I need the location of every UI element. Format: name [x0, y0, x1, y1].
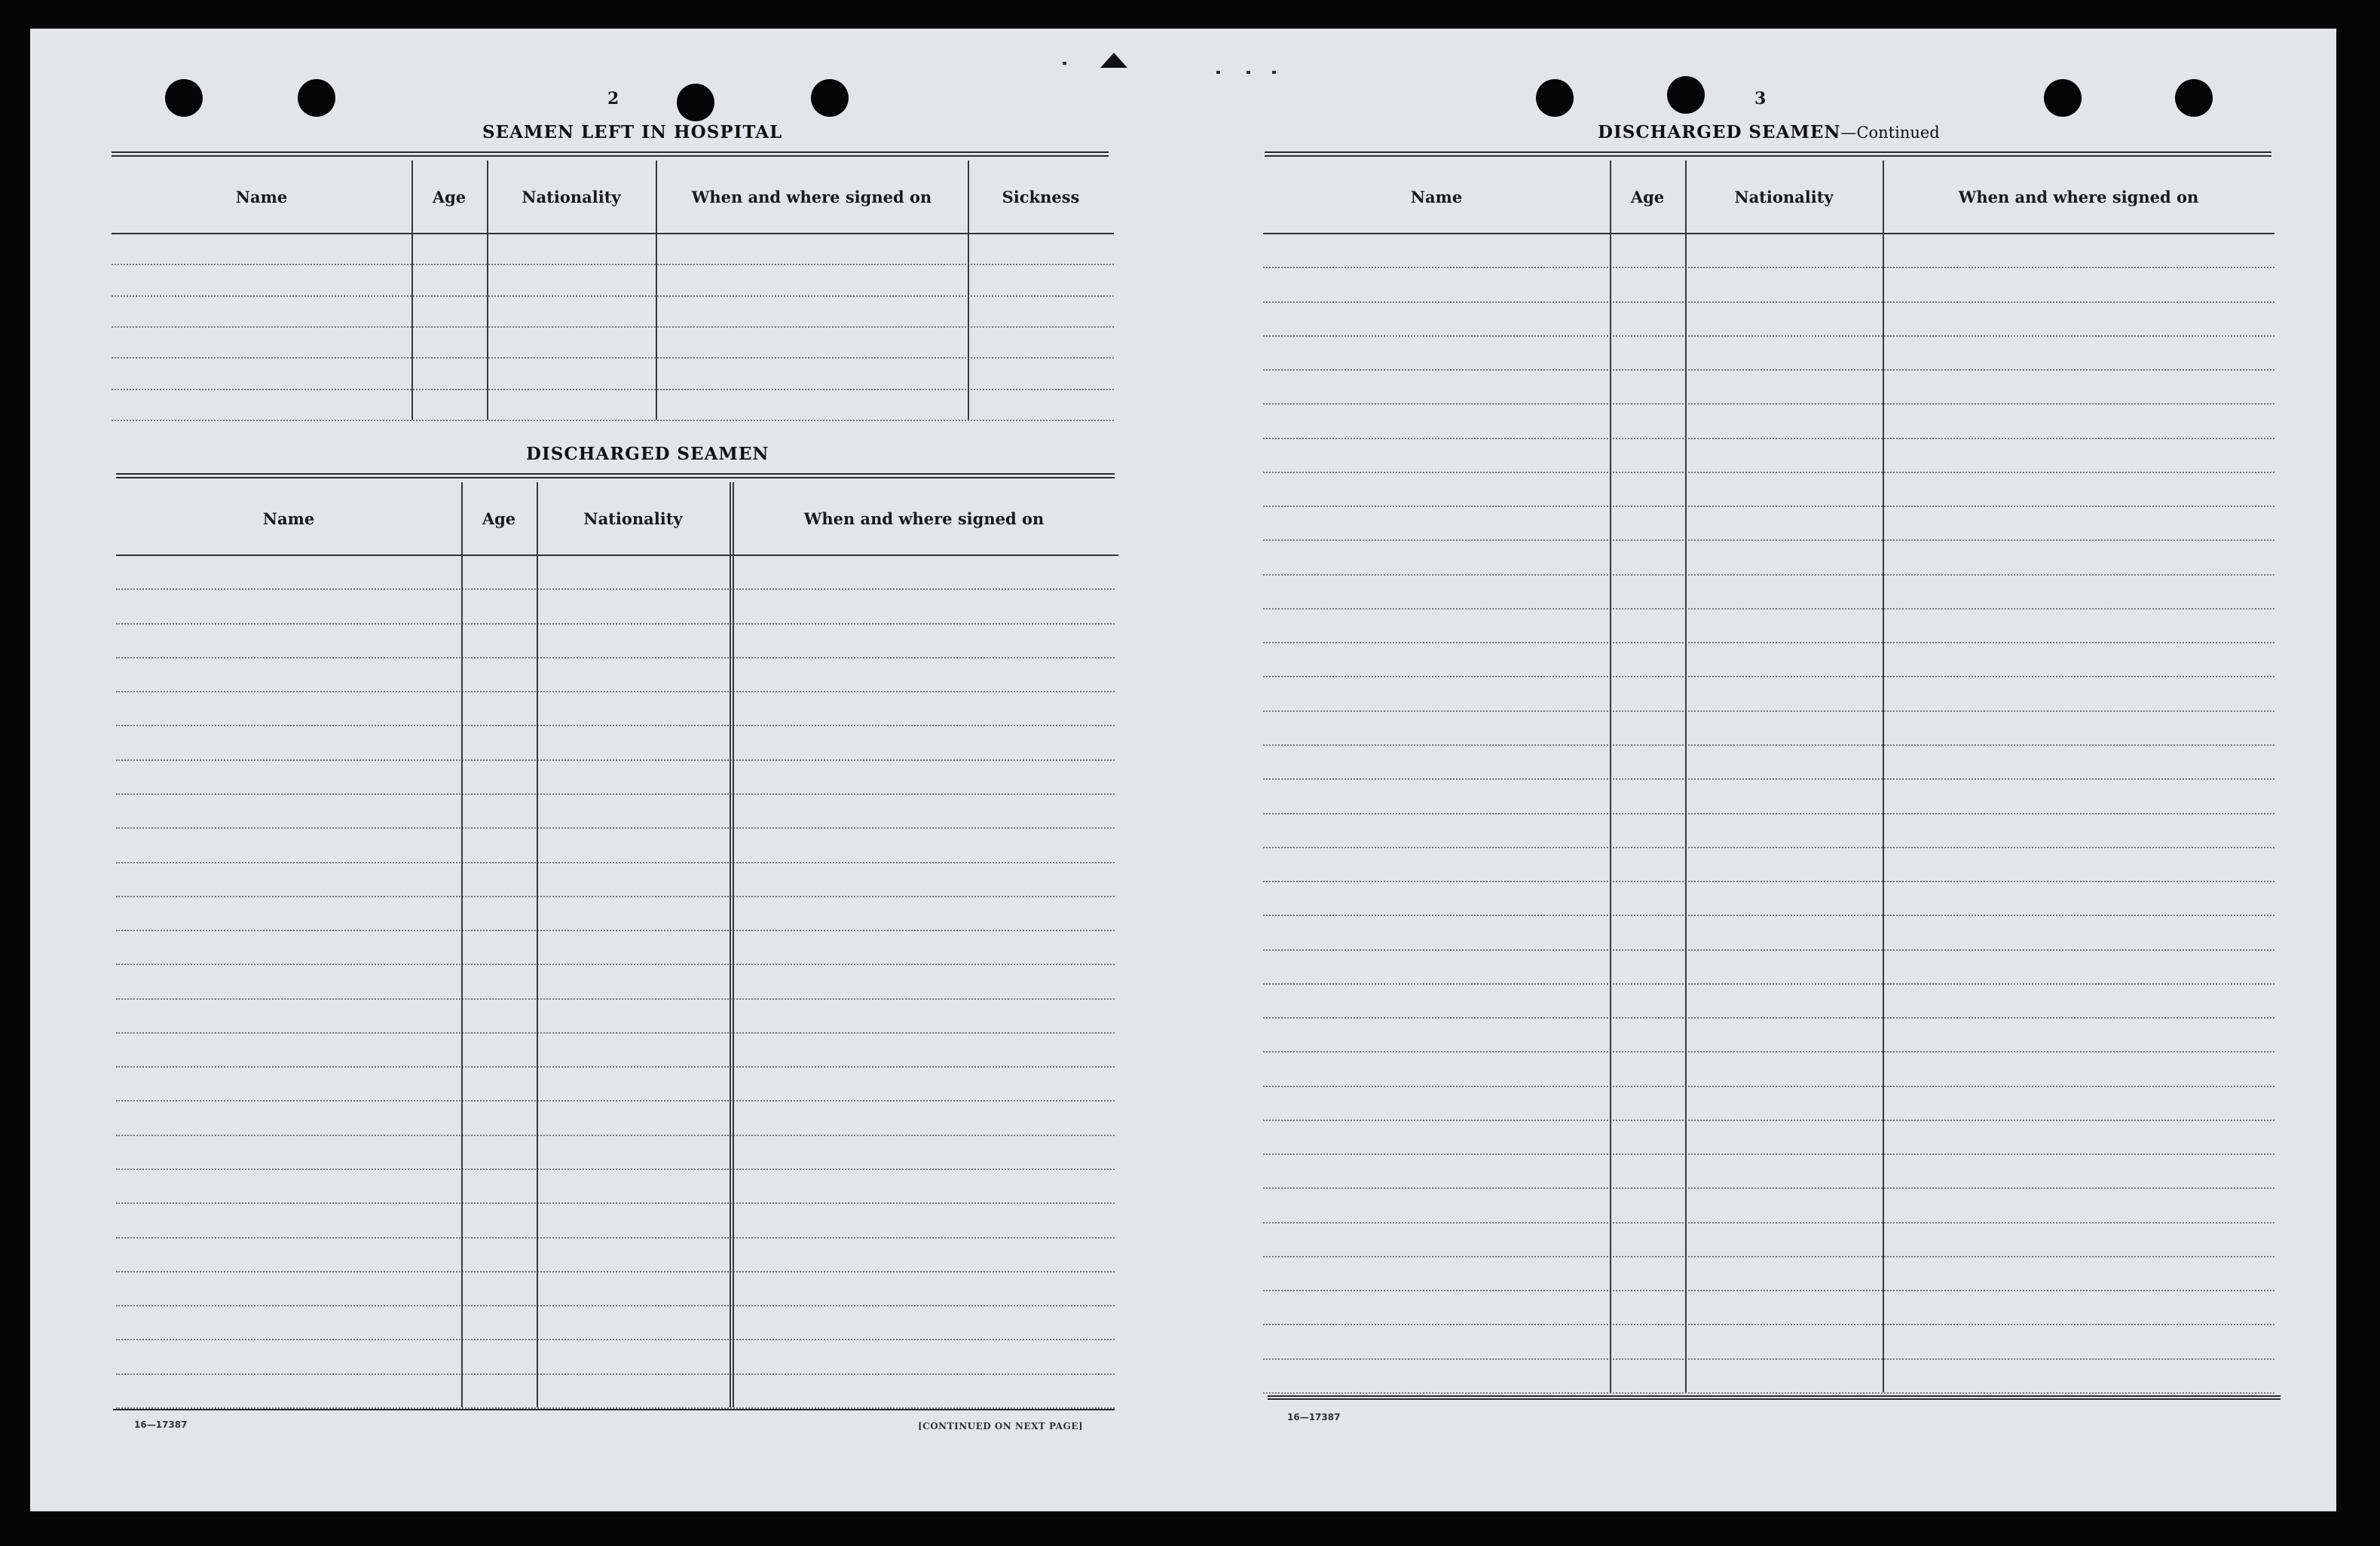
ruled-row-line: [116, 793, 1115, 795]
ruled-row-line: [1263, 778, 2274, 780]
punch-hole: [2044, 79, 2082, 117]
ruled-row-line: [116, 1100, 1115, 1101]
col-header-age: Age: [1630, 187, 1665, 206]
ruled-row-line: [1263, 1017, 2274, 1019]
ruled-row-line: [1263, 1187, 2274, 1189]
ruled-row-line: [1263, 710, 2274, 712]
continued-note: [CONTINUED ON NEXT PAGE]: [918, 1421, 1084, 1431]
ruled-row-line: [116, 862, 1115, 863]
ruled-row-line: [1263, 472, 2274, 473]
column-divider: [730, 482, 731, 1407]
ruled-row-line: [116, 657, 1115, 658]
ruled-row-line: [1263, 1086, 2274, 1087]
speck: [1063, 62, 1066, 65]
punch-hole: [1536, 79, 1574, 117]
right-table-bottom-rule: [1268, 1395, 2281, 1397]
ruled-row-line: [116, 896, 1115, 897]
ruled-row-line: [1263, 1153, 2274, 1155]
ruled-row-line: [1263, 1324, 2274, 1325]
ruled-row-line: [1263, 506, 2274, 507]
column-divider: [1610, 160, 1611, 1392]
col-header-nationality: Nationality: [1734, 187, 1834, 206]
ruled-row-line: [116, 725, 1115, 726]
ruled-row-line: [116, 691, 1115, 692]
ruled-row-line: [116, 1032, 1115, 1034]
speck: [1247, 71, 1250, 74]
column-divider: [487, 160, 488, 420]
punch-hole: [165, 79, 203, 117]
ruled-row-line: [1263, 301, 2274, 303]
col-header-signed-on: When and where signed on: [1958, 187, 2199, 206]
col-header-name: Name: [262, 509, 315, 528]
ruled-row-line: [1263, 813, 2274, 814]
punch-hole: [811, 79, 849, 117]
ruled-row-line: [1263, 1256, 2274, 1257]
punch-hole: [1667, 76, 1705, 114]
discharged-table-header: [116, 482, 1118, 556]
ruled-row-line: [112, 357, 1114, 359]
col-header-age: Age: [482, 509, 516, 528]
ruled-row-line: [1263, 847, 2274, 848]
ruled-row-line: [116, 1202, 1115, 1204]
column-divider: [537, 482, 538, 1407]
speck: [1216, 71, 1220, 74]
ruled-row-line: [116, 1066, 1115, 1068]
binding-mark: [1100, 53, 1127, 68]
col-header-sickness: Sickness: [1002, 187, 1080, 206]
right-section-title: [1598, 122, 1940, 142]
hospital-table-header: [112, 160, 1114, 234]
ruled-row-line: [112, 264, 1114, 265]
ruled-row-line: [1263, 1222, 2274, 1224]
form-code: 16—17387: [1287, 1412, 1341, 1422]
ruled-row-line: [116, 759, 1115, 761]
column-divider: [968, 160, 969, 420]
discharged-table-bottom-rule: [113, 1409, 1115, 1410]
column-divider: [1685, 160, 1687, 1392]
ruled-row-line: [116, 1135, 1115, 1136]
ruled-row-line: [116, 1271, 1115, 1273]
discharged-table-top-rule: [116, 473, 1115, 475]
ruled-row-line: [116, 1169, 1115, 1170]
ruled-row-line: [1263, 1120, 2274, 1121]
speck: [1272, 71, 1276, 74]
column-divider: [1883, 160, 1884, 1392]
ruled-row-line: [112, 420, 1114, 421]
ruled-row-line: [1263, 574, 2274, 576]
discharged-section-title: DISCHARGED SEAMEN: [526, 444, 769, 464]
hospital-section-title: SEAMEN LEFT IN HOSPITAL: [482, 122, 783, 142]
col-header-signed-on: When and where signed on: [803, 509, 1045, 528]
ruled-row-line: [1263, 369, 2274, 371]
ruled-row-line: [1263, 267, 2274, 268]
ruled-row-line: [1263, 676, 2274, 677]
ruled-row-line: [116, 827, 1115, 829]
ruled-row-line: [1263, 983, 2274, 985]
page-number: 2: [607, 89, 619, 108]
col-header-age: Age: [432, 187, 467, 206]
right-table-top-rule: [1265, 151, 2271, 153]
col-header-nationality: Nationality: [583, 509, 683, 528]
ruled-row-line: [1263, 608, 2274, 610]
col-header-signed-on: When and where signed on: [691, 187, 932, 206]
ruled-row-line: [116, 588, 1115, 590]
ruled-row-line: [1263, 949, 2274, 951]
column-divider: [411, 160, 413, 420]
ruled-row-line: [116, 623, 1115, 625]
punch-hole: [677, 84, 714, 121]
col-header-nationality: Nationality: [522, 187, 621, 206]
ruled-row-line: [1263, 915, 2274, 916]
ruled-row-line: [116, 1305, 1115, 1306]
ruled-row-line: [1263, 881, 2274, 882]
punch-hole: [298, 79, 335, 117]
title-main: DISCHARGED SEAMEN: [1598, 122, 1841, 142]
hospital-table-top-rule: [112, 151, 1109, 153]
col-header-name: Name: [235, 187, 288, 206]
page-number: 3: [1754, 89, 1767, 108]
ruled-row-line: [112, 295, 1114, 297]
ruled-row-line: [116, 964, 1115, 965]
column-divider: [656, 160, 657, 420]
ruled-row-line: [1263, 1392, 2274, 1394]
ruled-row-line: [112, 326, 1114, 328]
ruled-row-line: [116, 1237, 1115, 1239]
ruled-row-line: [1263, 1358, 2274, 1360]
right-table-header: [1263, 160, 2274, 234]
document-sheet: [30, 29, 2336, 1511]
ruled-row-line: [116, 930, 1115, 931]
ruled-row-line: [1263, 1051, 2274, 1053]
ruled-row-line: [112, 389, 1114, 390]
col-header-name: Name: [1410, 187, 1463, 206]
title-suffix: —Continued: [1840, 124, 1940, 142]
ruled-row-line: [1263, 1290, 2274, 1291]
ruled-row-line: [1263, 335, 2274, 337]
ruled-row-line: [116, 998, 1115, 1000]
ruled-row-line: [1263, 438, 2274, 439]
column-divider: [461, 482, 463, 1407]
ruled-row-line: [1263, 403, 2274, 405]
ruled-row-line: [1263, 744, 2274, 746]
form-code: 16—17387: [134, 1419, 188, 1430]
ruled-row-line: [1263, 642, 2274, 643]
punch-hole: [2175, 79, 2213, 117]
column-divider: [733, 482, 734, 1407]
ruled-row-line: [116, 1373, 1115, 1375]
ruled-row-line: [116, 1339, 1115, 1340]
ruled-row-line: [1263, 539, 2274, 541]
